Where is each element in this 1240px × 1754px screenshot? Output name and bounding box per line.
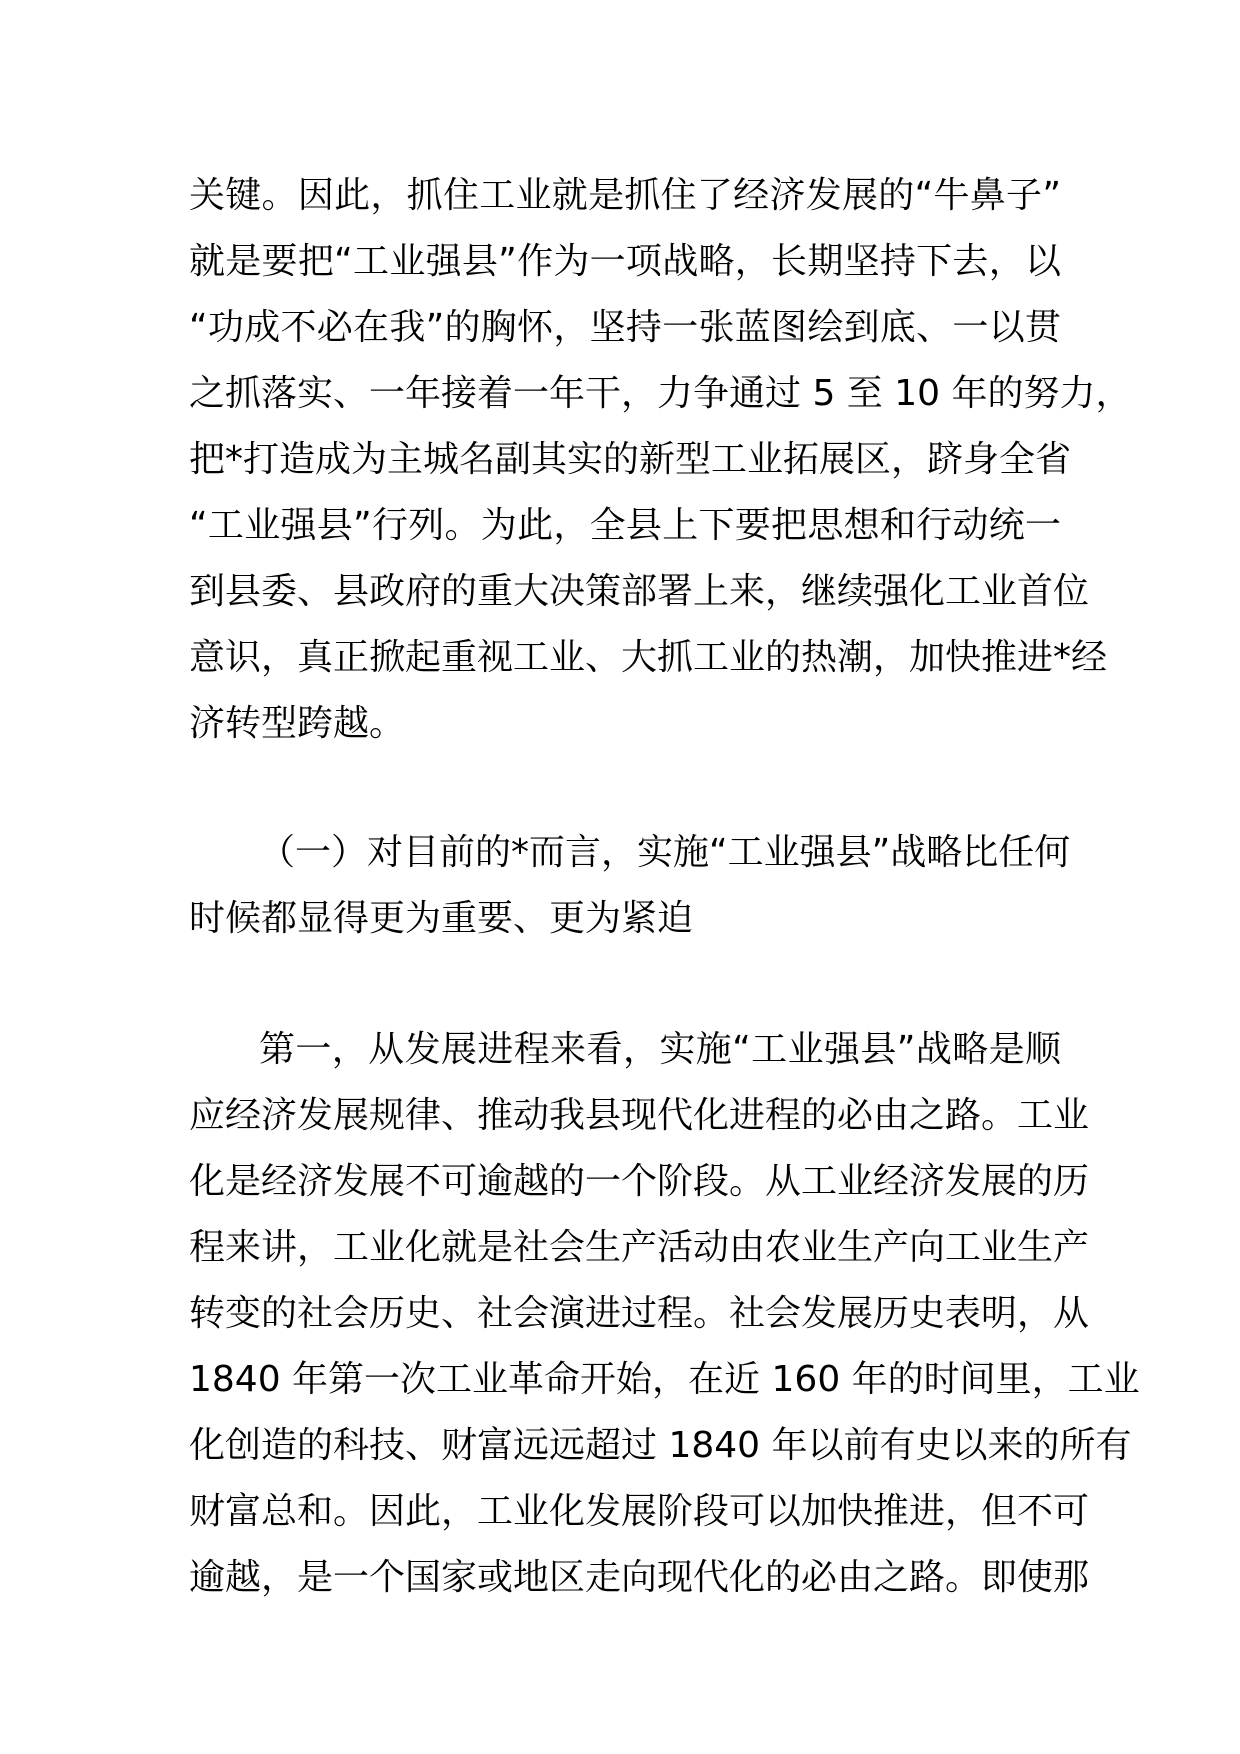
text-line: 转变的社会历史、社会演进过程。社会发展历史表明，从 [189, 1293, 1090, 1334]
text-line: 到县委、县政府的重大决策部署上来，继续强化工业首位 [189, 571, 1090, 612]
text-line: 关键。因此，抓住工业就是抓住了经济发展的“牛鼻子” [189, 175, 1061, 216]
text-line: 第一，从发展进程来看，实施“工业强县”战略是顺 [259, 1029, 1061, 1070]
text-line: 意识，真正掀起重视工业、大抓工业的热潮，加快推进*经 [189, 637, 1108, 678]
text-line: 化是经济发展不可逾越的一个阶段。从工业经济发展的历 [189, 1161, 1090, 1202]
section-heading: （一）对目前的*而言，实施“工业强县”战略比任何 [259, 832, 1071, 873]
text-line: “功成不必在我”的胸怀，坚持一张蓝图绘到底、一以贯 [189, 307, 1061, 348]
text-line: 逾越，是一个国家或地区走向现代化的必由之路。即使那 [189, 1557, 1090, 1598]
text-line: “工业强县”行列。为此，全县上下要把思想和行动统一 [189, 505, 1061, 546]
text-line: 化创造的科技、财富远远超过 1840 年以前有史以来的所有 [189, 1425, 1132, 1466]
text-line: 1840 年第一次工业革命开始，在近 160 年的时间里，工业 [189, 1359, 1140, 1400]
text-line: 之抓落实、一年接着一年干，力争通过 5 至 10 年的努力， [189, 373, 1132, 414]
text-line: 就是要把“工业强县”作为一项战略，长期坚持下去，以 [189, 241, 1061, 282]
text-line: 把*打造成为主城名副其实的新型工业拓展区，跻身全省 [189, 439, 1072, 480]
text-line: 程来讲，工业化就是社会生产活动由农业生产向工业生产 [189, 1227, 1090, 1268]
text-line: 财富总和。因此，工业化发展阶段可以加快推进，但不可 [189, 1491, 1090, 1532]
text-line: 济转型跨越。 [189, 703, 406, 744]
section-heading-continued: 时候都显得更为重要、更为紧迫 [189, 898, 694, 939]
text-line: 应经济发展规律、推动我县现代化进程的必由之路。工业 [189, 1095, 1090, 1136]
